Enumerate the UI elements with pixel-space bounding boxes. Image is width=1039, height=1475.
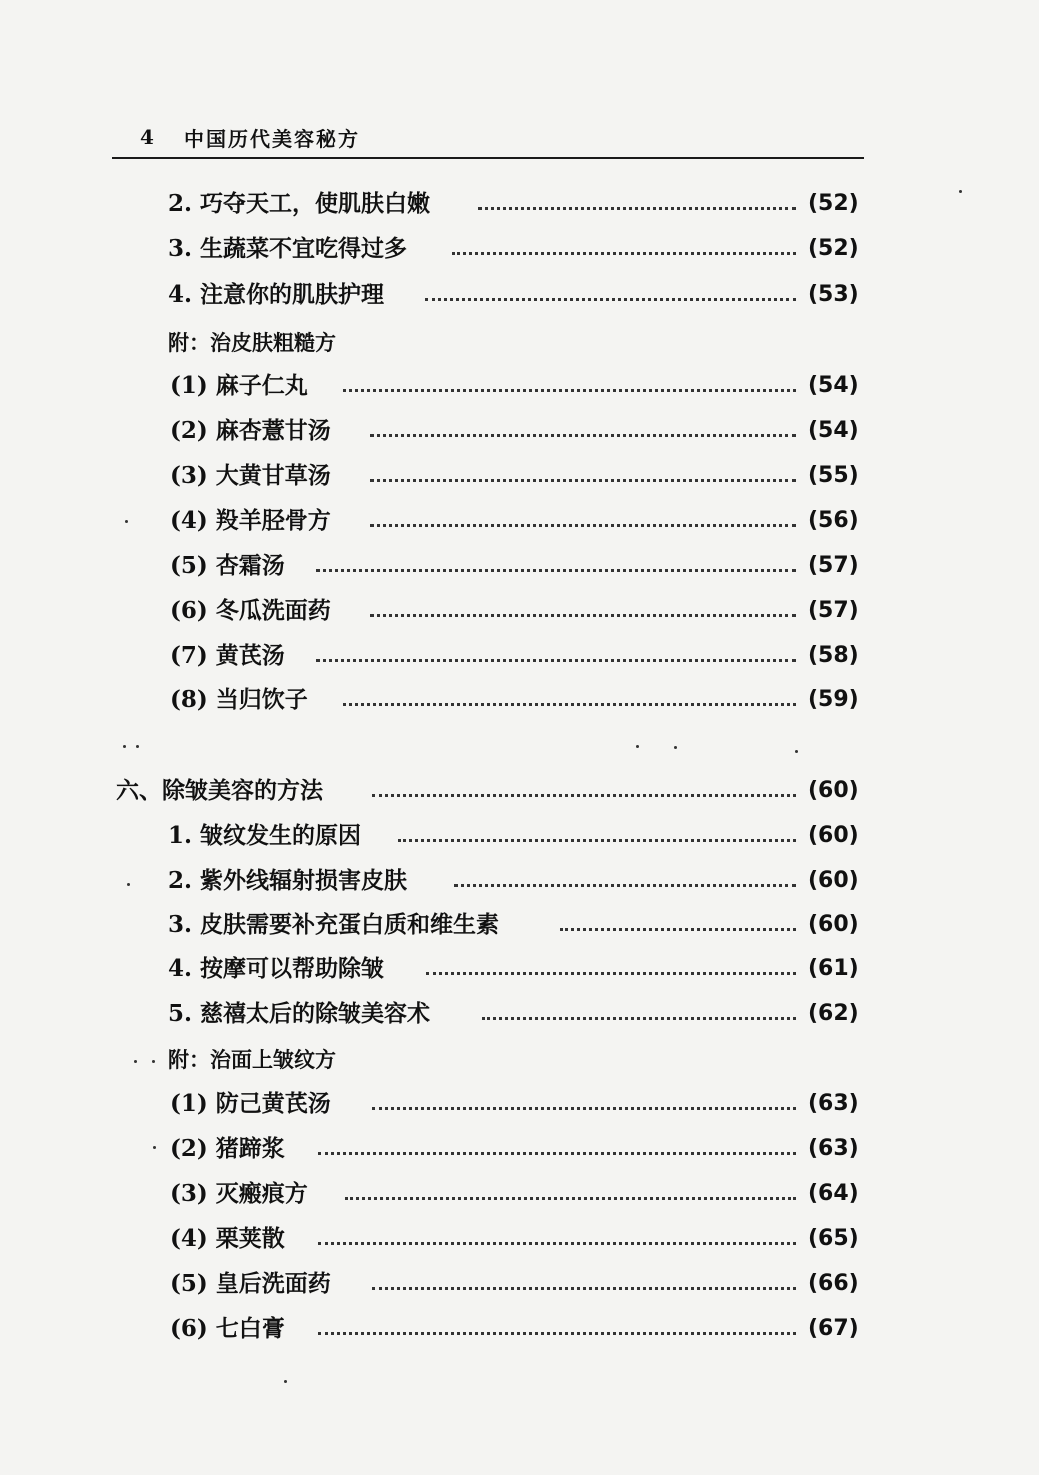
toc-entry-page: (56) [808, 508, 859, 533]
toc-entry-page: (54) [808, 418, 859, 443]
dot-leader [316, 659, 796, 662]
toc-entry-label: (7) 黄芪汤 [170, 642, 285, 669]
toc-entry-label: 六、除皱美容的方法 [116, 777, 323, 804]
toc-entry-page: (63) [808, 1136, 859, 1161]
dot-leader [478, 207, 796, 210]
scan-speck [123, 745, 126, 748]
toc-entry-label: (3) 灭瘢痕方 [170, 1180, 308, 1207]
toc-entry-label: (5) 皇后洗面药 [170, 1270, 331, 1297]
toc-entry-label: (4) 羖羊胫骨方 [170, 507, 331, 534]
toc-entry-page: (57) [808, 553, 859, 578]
toc-entry-page: (54) [808, 373, 859, 398]
toc-entry-page: (63) [808, 1091, 859, 1116]
toc-entry-label: (6) 七白膏 [170, 1315, 285, 1342]
toc-entry-label: 附：治面上皱纹方 [168, 1047, 336, 1072]
toc-entry-page: (57) [808, 598, 859, 623]
toc-entry-label: 附：治皮肤粗糙方 [168, 330, 336, 355]
toc-entry-label: (4) 栗荚散 [170, 1225, 285, 1252]
toc-entry-label: (2) 麻杏薏甘汤 [170, 417, 331, 444]
toc-entry-label: 4. 注意你的肌肤护理 [168, 281, 385, 308]
toc-entry-label: (2) 猪蹄浆 [170, 1135, 285, 1162]
dot-leader [318, 1242, 796, 1245]
dot-leader [370, 434, 796, 437]
dot-leader [316, 569, 796, 572]
toc-entry-label: 5. 慈禧太后的除皱美容术 [168, 1000, 431, 1027]
toc-entry-page: (65) [808, 1226, 859, 1251]
toc-entry-label: 2. 紫外线辐射损害皮肤 [168, 867, 408, 894]
toc-entry-label: (6) 冬瓜洗面药 [170, 597, 331, 624]
toc-entry-label: 3. 皮肤需要补充蛋白质和维生素 [168, 911, 500, 938]
dot-leader [426, 972, 796, 975]
toc-entry-page: (53) [808, 282, 859, 307]
dot-leader [318, 1332, 796, 1335]
toc-entry-label: (1) 麻子仁丸 [170, 372, 308, 399]
dot-leader [425, 298, 796, 301]
toc-entry-label: 3. 生蔬菜不宜吃得过多 [168, 235, 408, 262]
toc-entry-page: (64) [808, 1181, 859, 1206]
toc-entry-page: (58) [808, 643, 859, 668]
toc-entry-page: (55) [808, 463, 859, 488]
dot-leader [454, 884, 796, 887]
book-title: 中国历代美容秘方 [184, 127, 360, 151]
scan-speck [284, 1380, 287, 1383]
toc-entry-page: (60) [808, 912, 859, 937]
running-header [112, 123, 864, 159]
dot-leader [482, 1017, 796, 1020]
scan-speck [959, 190, 962, 193]
dot-leader [343, 389, 796, 392]
toc-entry-page: (62) [808, 1001, 859, 1026]
page-number: 4 [140, 125, 154, 149]
dot-leader [372, 1287, 796, 1290]
dot-leader [560, 928, 796, 931]
toc-entry-label: 1. 皱纹发生的原因 [168, 822, 362, 849]
toc-entry-label: (1) 防己黄芪汤 [170, 1090, 331, 1117]
toc-entry-page: (60) [808, 868, 859, 893]
scan-speck [125, 520, 128, 523]
scan-speck [795, 750, 798, 753]
scan-speck [636, 745, 639, 748]
toc-entry-page: (59) [808, 687, 859, 712]
toc-entry-label: (8) 当归饮子 [170, 686, 308, 713]
toc-entry-page: (52) [808, 236, 859, 261]
dot-leader [372, 794, 796, 797]
toc-entry-label: (3) 大黄甘草汤 [170, 462, 331, 489]
dot-leader [318, 1152, 796, 1155]
dot-leader [372, 1107, 796, 1110]
dot-leader [398, 839, 796, 842]
toc-entry-page: (60) [808, 778, 859, 803]
scan-speck [134, 1060, 137, 1063]
scan-speck [153, 1146, 156, 1149]
toc-entry-page: (52) [808, 191, 859, 216]
toc-entry-page: (66) [808, 1271, 859, 1296]
toc-entry-page: (60) [808, 823, 859, 848]
toc-entry-label: 2. 巧夺天工，使肌肤白嫩 [168, 190, 431, 217]
scan-speck [152, 1060, 155, 1063]
scan-speck [136, 745, 139, 748]
dot-leader [370, 614, 796, 617]
dot-leader [343, 703, 796, 706]
dot-leader [370, 524, 796, 527]
toc-entry-label: (5) 杏霜汤 [170, 552, 285, 579]
scan-speck [127, 883, 130, 886]
dot-leader [345, 1197, 796, 1200]
scan-speck [674, 746, 677, 749]
toc-entry-label: 4. 按摩可以帮助除皱 [168, 955, 385, 982]
dot-leader [452, 252, 796, 255]
toc-entry-page: (61) [808, 956, 859, 981]
dot-leader [370, 479, 796, 482]
toc-entry-page: (67) [808, 1316, 859, 1341]
